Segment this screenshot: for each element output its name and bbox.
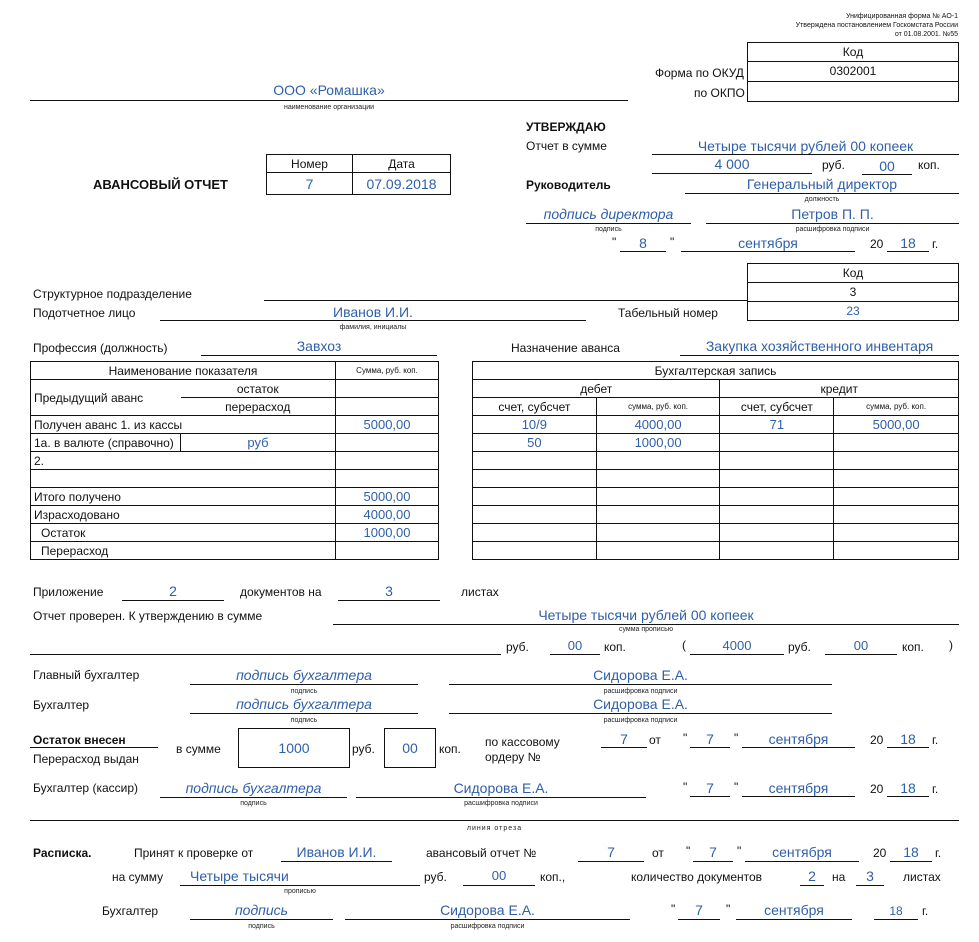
overspend-label: Перерасход выдан xyxy=(33,752,139,766)
profession-label: Профессия (должность) xyxy=(33,341,168,355)
head-signature: подпись директора xyxy=(543,206,674,222)
head-name: Петров П. П. xyxy=(791,206,874,222)
attachment-sheets: 3 xyxy=(385,583,393,599)
tab-label: Табельный номер xyxy=(618,306,718,320)
okud-cell: 0302001 xyxy=(747,61,959,82)
purpose-value: Закупка хозяйственного инвентаря xyxy=(705,338,934,354)
accountant-name: Сидорова Е.А. xyxy=(593,696,688,712)
purpose-label: Назначение аванса xyxy=(511,341,620,355)
division-label: Структурное подразделение xyxy=(33,287,192,301)
order-number: 7 xyxy=(620,731,628,747)
number-date-table: Номер Дата 7 07.09.2018 xyxy=(266,154,451,195)
receipt-doc-count: 2 xyxy=(808,868,816,884)
cashier-name: Сидорова Е.А. xyxy=(453,780,549,796)
receipt-year: 18 xyxy=(903,844,919,860)
accountant-signature: подпись бухгалтера xyxy=(236,696,372,712)
approve-year: 18 xyxy=(900,235,916,251)
head-label: Руководитель xyxy=(526,178,611,192)
cashier-day: 7 xyxy=(706,780,714,796)
attachment-label: Приложение xyxy=(33,585,104,599)
okpo-label: по ОКПО xyxy=(694,86,745,100)
form-note: Унифицированная форма № АО-1 Утверждена постановлением Госкомстата России от 01.08.2001. №55 xyxy=(795,13,958,38)
head-position: Генеральный директор xyxy=(746,176,898,192)
tab-number-cell: 23 xyxy=(747,301,959,321)
person-label: Подотчетное лицо xyxy=(33,306,136,320)
approve-title: УТВЕРЖДАЮ xyxy=(526,120,606,134)
right-table: Бухгалтерская запись дебет кредит счет, субсчет сумма, руб. коп. счет, субсчет сумма, руб. коп. 10/9 4000,00 71 5000,00 50 1000,00 xyxy=(472,361,959,560)
deposit-kop-box: 00 xyxy=(384,728,436,768)
approve-day: 8 xyxy=(639,235,647,251)
receipt-year2: 18 xyxy=(889,904,903,918)
receipt-month2: сентября xyxy=(764,902,824,918)
left-table: Наименование показателя Сумма, руб. коп. Предыдущий аванс остаток перерасход Получен аванс 1. из кассы 5000,00 1а. в валюте (справочно) руб 2. Итого получено 5000,00 Израсходовано 4000,00 Остаток 1000,00 Перерасход xyxy=(30,361,439,560)
deposit-month: сентября xyxy=(768,731,829,747)
approve-rub: 4 000 xyxy=(714,156,750,172)
receipt-from-name: Иванов И.И. xyxy=(296,844,377,860)
receipt-signature: подпись xyxy=(234,902,289,918)
deposit-year: 18 xyxy=(900,731,916,747)
accountant-label: Бухгалтер xyxy=(33,698,90,712)
receipt-day2: 7 xyxy=(695,902,703,918)
approve-sum-label: Отчет в сумме xyxy=(526,139,607,153)
checked-label: Отчет проверен. К утверждению в сумме xyxy=(33,609,263,623)
profession-value: Завхоз xyxy=(296,338,342,354)
cashier-month: сентября xyxy=(768,780,829,796)
checked-kop2: 00 xyxy=(853,638,869,653)
approve-sum-words: Четыре тысячи рублей 00 копеек xyxy=(697,138,914,154)
chief-accountant-signature: подпись бухгалтера xyxy=(236,667,372,683)
checked-sum-words: Четыре тысячи рублей 00 копеек xyxy=(538,607,754,623)
checked-kop: 00 xyxy=(567,638,583,653)
code-header2: Код xyxy=(747,263,959,283)
report-date: 07.09.2018 xyxy=(353,173,451,195)
approve-kop: 00 xyxy=(879,158,895,174)
attachment-docs: 2 xyxy=(169,583,177,599)
okud-label: Форма по ОКУД xyxy=(655,66,744,80)
code-header-cell: Код xyxy=(747,42,959,62)
cashier-year: 18 xyxy=(900,780,916,796)
cashier-label: Бухгалтер (кассир) xyxy=(33,781,138,795)
org-name: ООО «Ромашка» xyxy=(273,82,385,98)
receipt-name: Сидорова Е.А. xyxy=(440,902,535,918)
org-caption: наименование организации xyxy=(283,104,375,111)
receipt-sheets: 3 xyxy=(866,868,874,884)
receipt-title: Расписка. xyxy=(33,846,92,860)
person-name: Иванов И.И. xyxy=(333,304,413,320)
okpo-cell xyxy=(747,81,959,102)
receipt-month: сентября xyxy=(772,844,832,860)
cashier-signature: подпись бухгалтера xyxy=(185,780,322,796)
cut-line-label: линия отреза xyxy=(466,825,523,832)
receipt-day: 7 xyxy=(709,844,717,860)
report-number: 7 xyxy=(267,173,353,195)
deposit-label: Остаток внесен xyxy=(33,733,126,747)
chief-accountant-name: Сидорова Е.А. xyxy=(593,667,688,683)
report-title: АВАНСОВЫЙ ОТЧЕТ xyxy=(93,177,228,192)
receipt-report-no: 7 xyxy=(607,844,615,860)
receipt-kop: 00 xyxy=(491,868,507,883)
receipt-sum-words: Четыре тысячи xyxy=(190,868,289,884)
cut-line xyxy=(30,820,959,821)
division-code-cell: 3 xyxy=(747,282,959,302)
checked-rub: 4000 xyxy=(722,638,752,653)
approve-month: сентября xyxy=(738,235,798,251)
deposit-rub-box: 1000 xyxy=(238,728,350,768)
deposit-day: 7 xyxy=(706,731,714,747)
chief-accountant-label: Главный бухгалтер xyxy=(33,668,140,682)
